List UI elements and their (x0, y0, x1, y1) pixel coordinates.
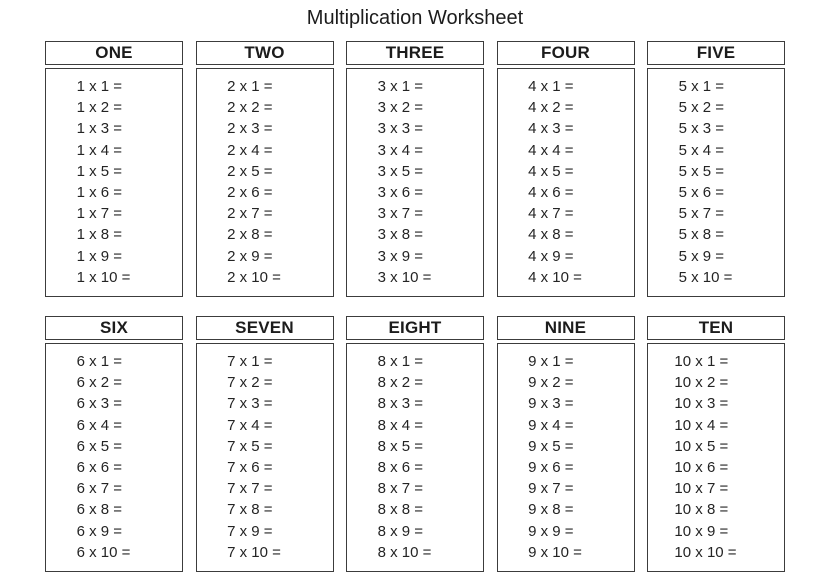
problem-list (77, 76, 152, 288)
table-header: SEVEN (196, 316, 334, 340)
table-three (346, 41, 484, 297)
problem-cell: 9 x 7 = (528, 480, 574, 498)
problem-cell: 7 x 6 = (227, 459, 273, 477)
problem-cell: 5 x 6 = (678, 184, 725, 202)
table-body (497, 68, 635, 297)
problem-cell: 7 x 1 = (227, 353, 273, 370)
problem-cell: 2 x 5 = (227, 162, 273, 180)
problem-cell: 2 x 7 = (227, 205, 273, 223)
table-header: EIGHT (346, 316, 484, 340)
problem-cell: 1 x 4 = (76, 141, 123, 159)
table-two (196, 41, 334, 297)
problem-list (679, 76, 754, 288)
problem-cell: 1 x 9 = (76, 247, 123, 265)
problem-cell: 10 x 5 = (674, 437, 729, 455)
problem-cell: 6 x 7 = (76, 480, 123, 498)
problem-cell: 4 x 8 = (528, 226, 574, 244)
problem-cell: 2 x 2 = (227, 99, 273, 117)
problem-cell: 6 x 10 = (76, 543, 131, 561)
problem-cell: 3 x 3 = (377, 120, 424, 138)
problem-cell: 2 x 3 = (227, 120, 273, 138)
table-body (497, 343, 635, 572)
table-four (497, 41, 635, 297)
problem-list (227, 351, 302, 563)
problem-cell: 5 x 10 = (678, 268, 733, 286)
problem-cell: 3 x 5 = (377, 162, 424, 180)
problem-cell: 2 x 10 = (227, 268, 281, 286)
problem-cell: 6 x 6 = (76, 459, 123, 477)
problem-cell: 5 x 1 = (678, 78, 725, 95)
problem-cell: 4 x 7 = (528, 205, 574, 223)
problem-cell: 6 x 8 = (76, 501, 123, 519)
table-eight (346, 316, 484, 572)
table-six (45, 316, 183, 572)
problem-cell: 5 x 8 = (678, 226, 725, 244)
problem-cell: 7 x 10 = (227, 543, 281, 561)
problem-cell: 3 x 6 = (377, 184, 424, 202)
problem-cell: 9 x 2 = (528, 374, 574, 392)
table-header: FOUR (497, 41, 635, 65)
problem-cell: 10 x 2 = (674, 374, 729, 392)
problem-cell: 9 x 5 = (528, 437, 574, 455)
problem-cell: 7 x 8 = (227, 501, 273, 519)
problem-cell: 1 x 2 = (76, 99, 123, 117)
problem-cell: 8 x 7 = (377, 480, 424, 498)
problem-cell: 3 x 1 = (377, 78, 424, 95)
problem-cell: 8 x 8 = (377, 501, 424, 519)
problem-cell: 4 x 5 = (528, 162, 574, 180)
table-body (45, 68, 183, 297)
problem-cell: 3 x 10 = (377, 268, 432, 286)
table-one (45, 41, 183, 297)
problem-cell: 4 x 1 = (528, 78, 574, 95)
problem-cell: 8 x 6 = (377, 459, 424, 477)
problem-cell: 5 x 2 = (678, 99, 725, 117)
problem-cell: 9 x 8 = (528, 501, 574, 519)
problem-list (77, 351, 152, 563)
problem-cell: 2 x 1 = (227, 78, 273, 95)
problem-cell: 8 x 4 = (377, 416, 424, 434)
problem-cell: 3 x 2 = (377, 99, 424, 117)
problem-cell: 10 x 6 = (674, 459, 729, 477)
problem-cell: 8 x 10 = (377, 543, 432, 561)
problem-cell: 4 x 9 = (528, 247, 574, 265)
problem-cell: 7 x 4 = (227, 416, 273, 434)
problem-cell: 9 x 9 = (528, 522, 574, 540)
problem-cell: 9 x 3 = (528, 395, 574, 413)
problem-cell: 4 x 4 = (528, 141, 574, 159)
problem-cell: 8 x 9 = (377, 522, 424, 540)
problem-cell: 10 x 8 = (674, 501, 729, 519)
table-seven (196, 316, 334, 572)
problem-list (528, 351, 603, 563)
problem-list (674, 351, 757, 563)
problem-cell: 7 x 3 = (227, 395, 273, 413)
problem-cell: 5 x 9 = (678, 247, 725, 265)
problem-cell: 7 x 9 = (227, 522, 273, 540)
table-header: FIVE (647, 41, 785, 65)
table-header: ONE (45, 41, 183, 65)
table-header: NINE (497, 316, 635, 340)
problem-cell: 6 x 2 = (76, 374, 123, 392)
problem-cell: 4 x 10 = (528, 268, 582, 286)
problem-cell: 10 x 9 = (674, 522, 729, 540)
problem-cell: 3 x 8 = (377, 226, 424, 244)
problem-list (227, 76, 302, 288)
problem-cell: 1 x 6 = (76, 184, 123, 202)
table-body (45, 343, 183, 572)
problem-cell: 8 x 1 = (377, 353, 424, 370)
problem-cell: 10 x 4 = (674, 416, 729, 434)
problem-cell: 6 x 3 = (76, 395, 123, 413)
problem-cell: 1 x 7 = (76, 205, 123, 223)
problem-cell: 1 x 3 = (76, 120, 123, 138)
table-header: TWO (196, 41, 334, 65)
problem-cell: 7 x 7 = (227, 480, 273, 498)
problem-list (378, 351, 453, 563)
problem-cell: 4 x 2 = (528, 99, 574, 117)
problem-cell: 6 x 5 = (76, 437, 123, 455)
problem-cell: 5 x 7 = (678, 205, 725, 223)
problem-cell: 1 x 10 = (76, 268, 131, 286)
problem-cell: 7 x 2 = (227, 374, 273, 392)
problem-cell: 9 x 4 = (528, 416, 574, 434)
problem-cell: 1 x 5 = (76, 162, 123, 180)
problem-cell: 8 x 2 = (377, 374, 424, 392)
tables-grid (45, 41, 785, 572)
problem-cell: 2 x 6 = (227, 184, 273, 202)
problem-cell: 9 x 1 = (528, 353, 574, 370)
problem-cell: 10 x 3 = (674, 395, 729, 413)
problem-list (528, 76, 603, 288)
problem-cell: 8 x 5 = (377, 437, 424, 455)
problem-cell: 10 x 10 = (674, 543, 737, 561)
problem-cell: 6 x 4 = (76, 416, 123, 434)
problem-cell: 10 x 1 = (674, 353, 729, 370)
table-nine (497, 316, 635, 572)
table-ten (647, 316, 785, 572)
problem-cell: 5 x 5 = (678, 162, 725, 180)
problem-cell: 1 x 1 = (76, 78, 123, 95)
table-body (647, 68, 785, 297)
problem-cell: 3 x 9 = (377, 247, 424, 265)
problem-cell: 7 x 5 = (227, 437, 273, 455)
problem-cell: 5 x 4 = (678, 141, 725, 159)
problem-cell: 6 x 1 = (76, 353, 123, 370)
table-body (346, 343, 484, 572)
problem-cell: 8 x 3 = (377, 395, 424, 413)
worksheet-title: Multiplication Worksheet (306, 7, 524, 29)
problem-cell: 9 x 6 = (528, 459, 574, 477)
problem-cell: 3 x 7 = (377, 205, 424, 223)
table-body (647, 343, 785, 572)
problem-cell: 4 x 6 = (528, 184, 574, 202)
problem-list (378, 76, 453, 288)
table-body (346, 68, 484, 297)
table-body (196, 68, 334, 297)
table-header: THREE (346, 41, 484, 65)
table-header: SIX (45, 316, 183, 340)
problem-cell: 1 x 8 = (76, 226, 123, 244)
table-five (647, 41, 785, 297)
table-header: TEN (647, 316, 785, 340)
problem-cell: 2 x 8 = (227, 226, 273, 244)
table-body (196, 343, 334, 572)
problem-cell: 10 x 7 = (674, 480, 729, 498)
problem-cell: 2 x 9 = (227, 247, 273, 265)
problem-cell: 2 x 4 = (227, 141, 273, 159)
problem-cell: 3 x 4 = (377, 141, 424, 159)
problem-cell: 5 x 3 = (678, 120, 725, 138)
problem-cell: 6 x 9 = (76, 522, 123, 540)
problem-cell: 9 x 10 = (528, 543, 582, 561)
problem-cell: 4 x 3 = (528, 120, 574, 138)
